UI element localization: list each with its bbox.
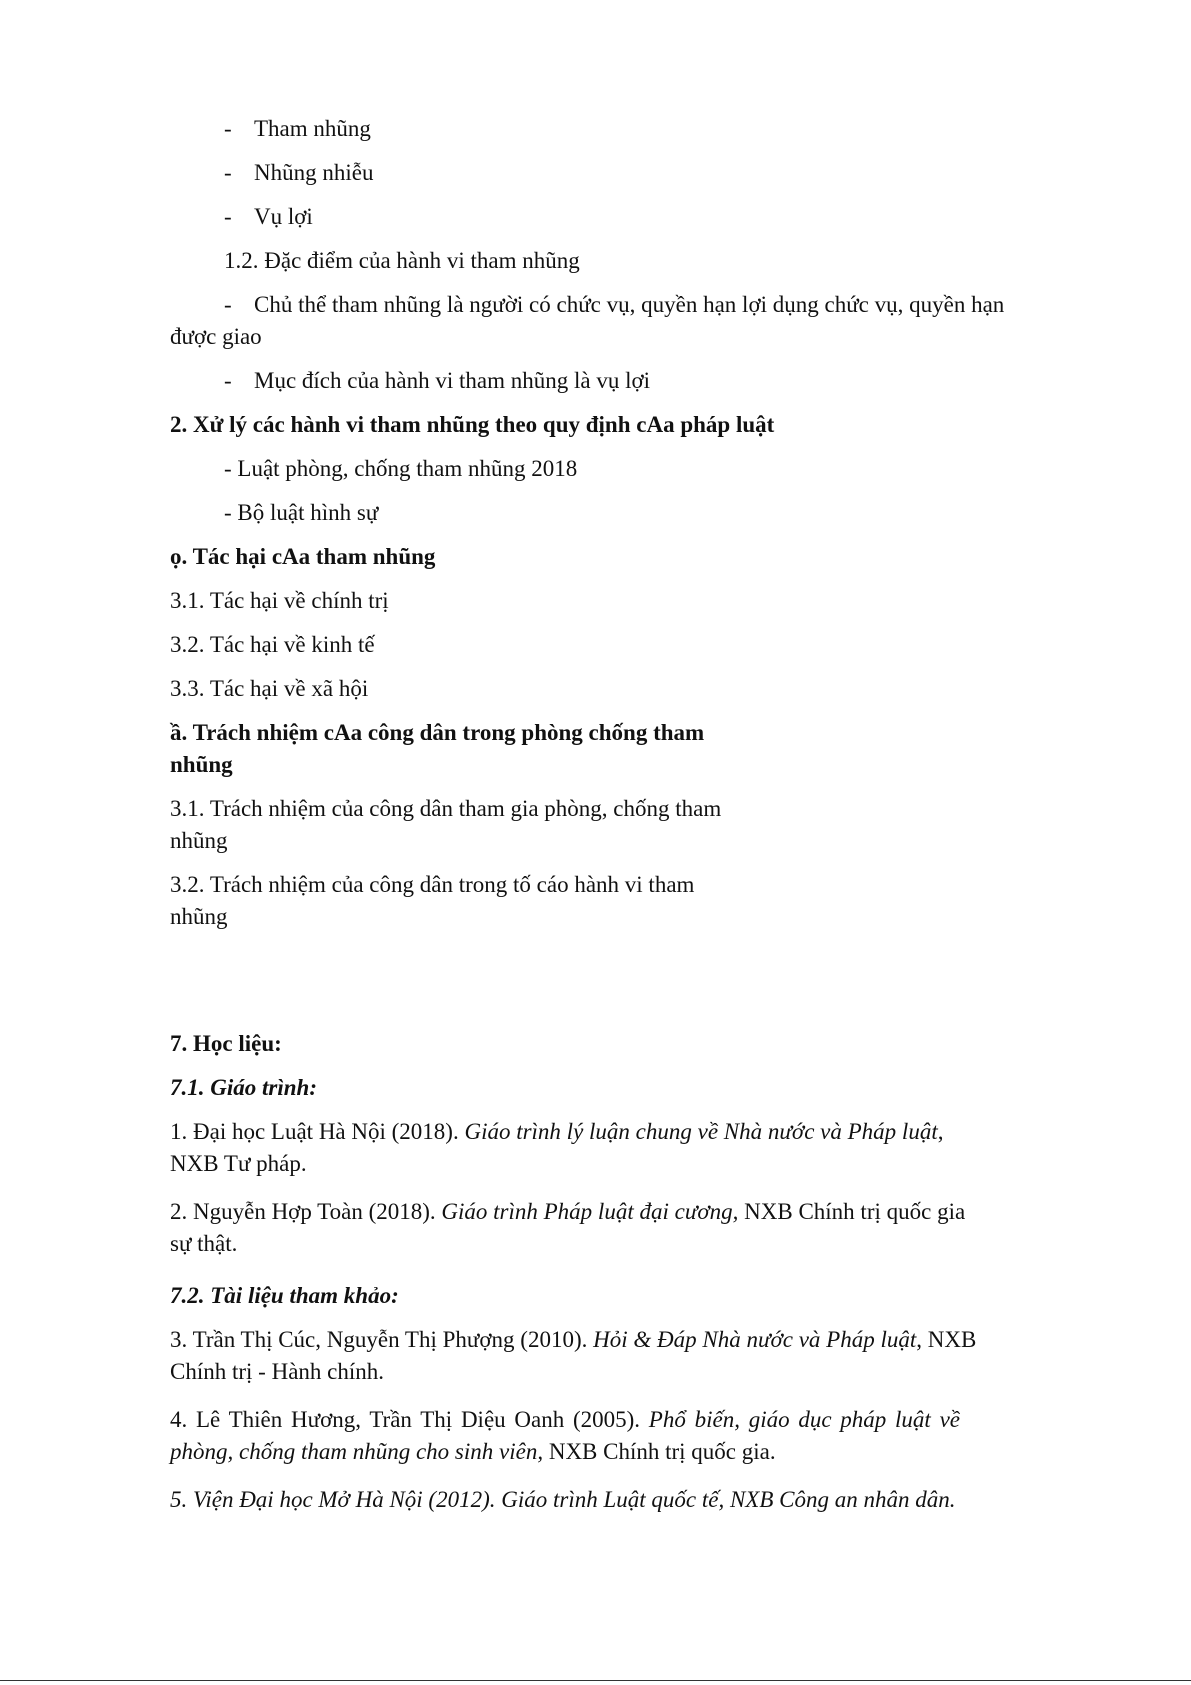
reference-title: Phổ biến, giáo dục pháp luật về <box>648 1407 960 1432</box>
reference-publisher: NXB Chính trị quốc gia <box>738 1199 966 1224</box>
reference-1-continuation: NXB Tư pháp. <box>170 1151 307 1176</box>
list-item <box>224 201 313 233</box>
reference-publisher: , <box>937 1119 944 1144</box>
list-item-text: Tham nhũng <box>254 116 371 141</box>
reference-author: 4. Lê Thiên Hương, Trần Thị Diệu Oanh (2005). <box>170 1407 649 1432</box>
reference-title: Hỏi & Đáp Nhà nước và Pháp luật <box>593 1327 917 1352</box>
list-item-text: Nhũng nhiễu <box>254 160 374 185</box>
bullet-dash: - <box>224 292 232 317</box>
reference-3-continuation: Chính trị - Hành chính. <box>170 1359 384 1384</box>
list-item: 3.1. Trách nhiệm của công dân tham gia phòng, chống tham <box>170 796 722 821</box>
reference-2 <box>170 1196 965 1228</box>
list-item: 3.2. Tác hại về kinh tế <box>170 632 375 657</box>
list-item: - Luật phòng, chống tham nhũng 2018 <box>224 456 578 481</box>
list-item-continuation: nhũng <box>170 828 228 853</box>
reference-1 <box>170 1116 943 1148</box>
page-bottom-rule <box>0 1680 1191 1681</box>
reference-author: 1. Đại học Luật Hà Nội (2018). <box>170 1119 465 1144</box>
reference-3 <box>170 1324 976 1356</box>
list-item: 3.3. Tác hại về xã hội <box>170 676 369 701</box>
list-item <box>224 365 650 397</box>
section-heading: ọ. Tác hại cAa tham nhũng <box>170 544 436 569</box>
reference-title: Giáo trình Pháp luật đại cương, <box>441 1199 739 1224</box>
reference-5: 5. Viện Đại học Mở Hà Nội (2012). Giáo trình Luật quốc tế, NXB Công an nhân dân. <box>170 1487 956 1512</box>
reference-publisher: , NXB <box>916 1327 977 1352</box>
section-heading: 2. Xử lý các hành vi tham nhũng theo quy định cAa pháp luật <box>170 412 775 437</box>
list-item-continuation: được giao <box>170 324 262 349</box>
reference-4-continuation <box>170 1436 776 1468</box>
list-item <box>224 289 1004 321</box>
list-item-text: Vụ lợi <box>254 204 313 229</box>
bullet-dash: - <box>224 160 232 185</box>
subheading-1-2: 1.2. Đặc điểm của hành vi tham nhũng <box>224 248 580 273</box>
reference-title: phòng, chống tham nhũng cho sinh viên, <box>170 1439 544 1464</box>
list-item: 3.2. Trách nhiệm của công dân trong tố cáo hành vi tham <box>170 872 695 897</box>
bullet-dash: - <box>224 204 232 229</box>
list-item-text: Mục đích của hành vi tham nhũng là vụ lợi <box>254 368 651 393</box>
list-item <box>224 157 373 189</box>
reference-title: Giáo trình lý luận chung về Nhà nước và Pháp luật <box>464 1119 938 1144</box>
section-heading: 7. Học liệu: <box>170 1031 282 1056</box>
list-item: 3.1. Tác hại về chính trị <box>170 588 389 613</box>
bullet-dash: - <box>224 116 232 141</box>
bullet-dash: - <box>224 368 232 393</box>
list-item-continuation: nhũng <box>170 904 228 929</box>
reference-author: 2. Nguyễn Hợp Toàn (2018). <box>170 1199 442 1224</box>
list-item <box>224 113 371 145</box>
section-heading-continuation: nhũng <box>170 752 233 777</box>
reference-4 <box>170 1404 1090 1436</box>
reference-publisher: NXB Chính trị quốc gia. <box>543 1439 776 1464</box>
subheading-textbooks: 7.1. Giáo trình: <box>170 1075 317 1100</box>
reference-author: 3. Trần Thị Cúc, Nguyễn Thị Phượng (2010). <box>170 1327 594 1352</box>
list-item: - Bộ luật hình sự <box>224 500 379 525</box>
list-item-text: Chủ thể tham nhũng là người có chức vụ, quyền hạn lợi dụng chức vụ, quyền hạn <box>254 292 1005 317</box>
section-heading: ầ. Trách nhiệm cAa công dân trong phòng chống tham <box>170 720 705 745</box>
reference-2-continuation: sự thật. <box>170 1231 238 1256</box>
subheading-references: 7.2. Tài liệu tham khảo: <box>170 1283 399 1308</box>
